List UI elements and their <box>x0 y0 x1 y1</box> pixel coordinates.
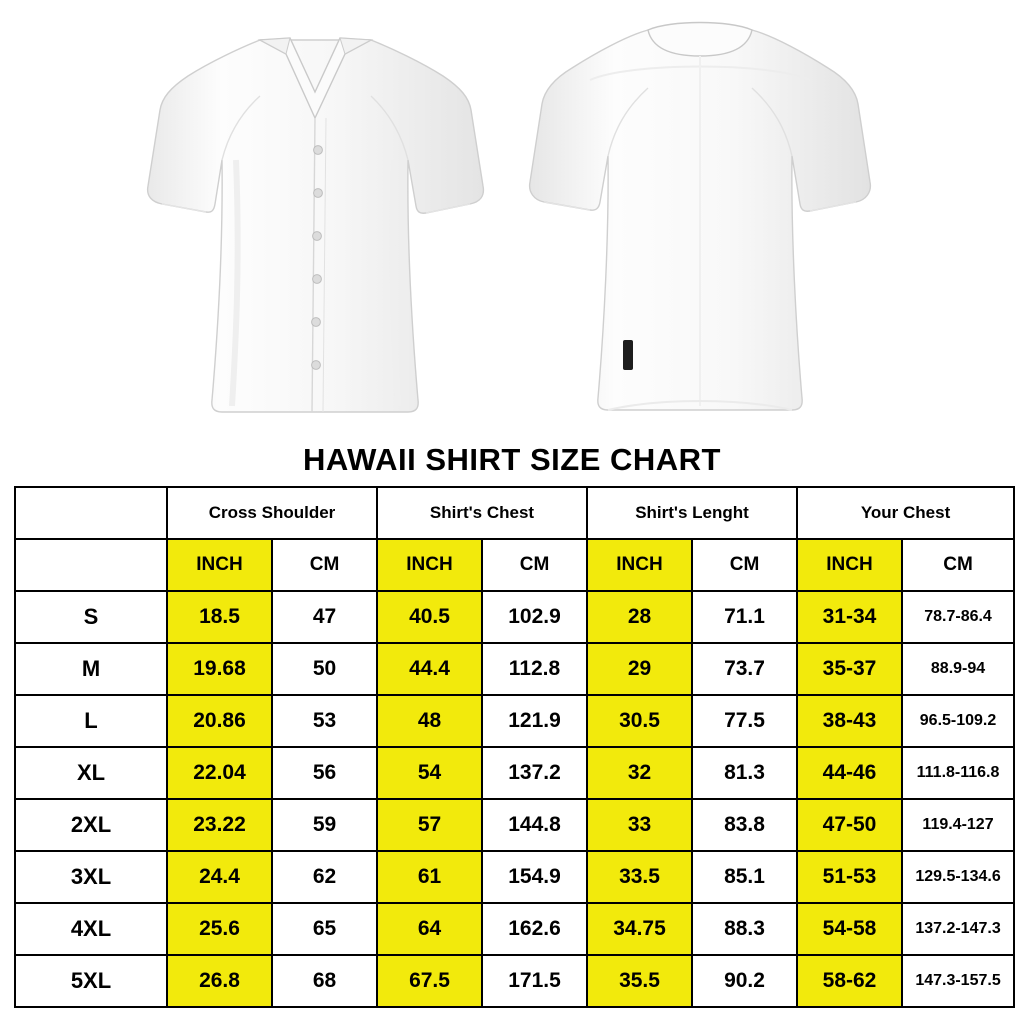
cell-length-inch: 28 <box>587 591 692 643</box>
cell-length-inch: 33.5 <box>587 851 692 903</box>
cell-your-chest-inch: 54-58 <box>797 903 902 955</box>
cell-cross-shoulder-cm: 47 <box>272 591 377 643</box>
cell-cross-shoulder-inch: 25.6 <box>167 903 272 955</box>
cell-cross-shoulder-inch: 26.8 <box>167 955 272 1007</box>
cell-length-inch: 29 <box>587 643 692 695</box>
cell-your-chest-cm: 96.5-109.2 <box>902 695 1014 747</box>
group-header-shirts-chest: Shirt's Chest <box>377 487 587 539</box>
cell-length-cm: 73.7 <box>692 643 797 695</box>
cell-chest-cm: 144.8 <box>482 799 587 851</box>
cell-your-chest-cm: 129.5-134.6 <box>902 851 1014 903</box>
group-header-shirts-lenght: Shirt's Lenght <box>587 487 797 539</box>
cell-chest-inch: 57 <box>377 799 482 851</box>
size-chart-table-wrap <box>0 486 1024 1008</box>
table-unit-header-row <box>15 539 1014 591</box>
table-group-header-row <box>15 487 1014 539</box>
cell-length-cm: 85.1 <box>692 851 797 903</box>
cell-chest-cm: 137.2 <box>482 747 587 799</box>
table-row <box>15 903 1014 955</box>
cell-length-cm: 71.1 <box>692 591 797 643</box>
unit-header-cross-shoulder-inch: INCH <box>167 539 272 591</box>
cell-your-chest-cm: 111.8-116.8 <box>902 747 1014 799</box>
cell-chest-cm: 102.9 <box>482 591 587 643</box>
cell-chest-inch: 54 <box>377 747 482 799</box>
shirt-illustrations <box>0 0 1024 440</box>
cell-chest-inch: 44.4 <box>377 643 482 695</box>
cell-length-cm: 77.5 <box>692 695 797 747</box>
row-size-label: 2XL <box>15 799 167 851</box>
cell-cross-shoulder-cm: 56 <box>272 747 377 799</box>
unit-header-your-chest-inch: INCH <box>797 539 902 591</box>
cell-length-inch: 32 <box>587 747 692 799</box>
cell-your-chest-cm: 137.2-147.3 <box>902 903 1014 955</box>
cell-your-chest-inch: 51-53 <box>797 851 902 903</box>
cell-length-cm: 88.3 <box>692 903 797 955</box>
cell-your-chest-cm: 78.7-86.4 <box>902 591 1014 643</box>
cell-length-inch: 35.5 <box>587 955 692 1007</box>
cell-chest-cm: 112.8 <box>482 643 587 695</box>
cell-length-inch: 34.75 <box>587 903 692 955</box>
cell-chest-inch: 61 <box>377 851 482 903</box>
group-header-your-chest: Your Chest <box>797 487 1014 539</box>
cell-chest-inch: 67.5 <box>377 955 482 1007</box>
cell-your-chest-inch: 38-43 <box>797 695 902 747</box>
cell-chest-cm: 154.9 <box>482 851 587 903</box>
cell-length-inch: 30.5 <box>587 695 692 747</box>
side-label <box>623 340 633 370</box>
cell-your-chest-inch: 47-50 <box>797 799 902 851</box>
cell-cross-shoulder-inch: 23.22 <box>167 799 272 851</box>
unit-header-length-cm: CM <box>692 539 797 591</box>
group-header-cross-shoulder: Cross Shoulder <box>167 487 377 539</box>
unit-header-blank <box>15 539 167 591</box>
table-row <box>15 643 1014 695</box>
table-row <box>15 747 1014 799</box>
cell-cross-shoulder-cm: 62 <box>272 851 377 903</box>
unit-header-your-chest-cm: CM <box>902 539 1014 591</box>
cell-your-chest-cm: 119.4-127 <box>902 799 1014 851</box>
cell-your-chest-inch: 44-46 <box>797 747 902 799</box>
group-header-blank <box>15 487 167 539</box>
row-size-label: 4XL <box>15 903 167 955</box>
cell-your-chest-inch: 35-37 <box>797 643 902 695</box>
size-chart-table <box>14 486 1015 1008</box>
row-size-label: S <box>15 591 167 643</box>
row-size-label: XL <box>15 747 167 799</box>
table-row <box>15 851 1014 903</box>
cell-cross-shoulder-inch: 20.86 <box>167 695 272 747</box>
cell-cross-shoulder-inch: 24.4 <box>167 851 272 903</box>
unit-header-length-inch: INCH <box>587 539 692 591</box>
cell-cross-shoulder-inch: 22.04 <box>167 747 272 799</box>
cell-chest-cm: 121.9 <box>482 695 587 747</box>
unit-header-chest-cm: CM <box>482 539 587 591</box>
row-size-label: 3XL <box>15 851 167 903</box>
cell-cross-shoulder-cm: 59 <box>272 799 377 851</box>
row-size-label: M <box>15 643 167 695</box>
cell-cross-shoulder-cm: 50 <box>272 643 377 695</box>
table-row <box>15 591 1014 643</box>
cell-length-cm: 90.2 <box>692 955 797 1007</box>
shirt-back-view <box>520 10 880 430</box>
table-row <box>15 955 1014 1007</box>
cell-length-cm: 81.3 <box>692 747 797 799</box>
shirt-front-view <box>140 10 490 430</box>
cell-length-cm: 83.8 <box>692 799 797 851</box>
cell-chest-cm: 162.6 <box>482 903 587 955</box>
page-title: HAWAII SHIRT SIZE CHART <box>303 442 721 477</box>
cell-cross-shoulder-cm: 53 <box>272 695 377 747</box>
cell-cross-shoulder-inch: 19.68 <box>167 643 272 695</box>
cell-cross-shoulder-cm: 68 <box>272 955 377 1007</box>
row-size-label: 5XL <box>15 955 167 1007</box>
cell-your-chest-inch: 58-62 <box>797 955 902 1007</box>
cell-your-chest-cm: 147.3-157.5 <box>902 955 1014 1007</box>
row-size-label: L <box>15 695 167 747</box>
table-row <box>15 695 1014 747</box>
cell-cross-shoulder-inch: 18.5 <box>167 591 272 643</box>
cell-your-chest-cm: 88.9-94 <box>902 643 1014 695</box>
cell-chest-inch: 40.5 <box>377 591 482 643</box>
cell-chest-cm: 171.5 <box>482 955 587 1007</box>
cell-your-chest-inch: 31-34 <box>797 591 902 643</box>
cell-length-inch: 33 <box>587 799 692 851</box>
unit-header-chest-inch: INCH <box>377 539 482 591</box>
cell-chest-inch: 48 <box>377 695 482 747</box>
cell-chest-inch: 64 <box>377 903 482 955</box>
unit-header-cross-shoulder-cm: CM <box>272 539 377 591</box>
table-row <box>15 799 1014 851</box>
cell-cross-shoulder-cm: 65 <box>272 903 377 955</box>
